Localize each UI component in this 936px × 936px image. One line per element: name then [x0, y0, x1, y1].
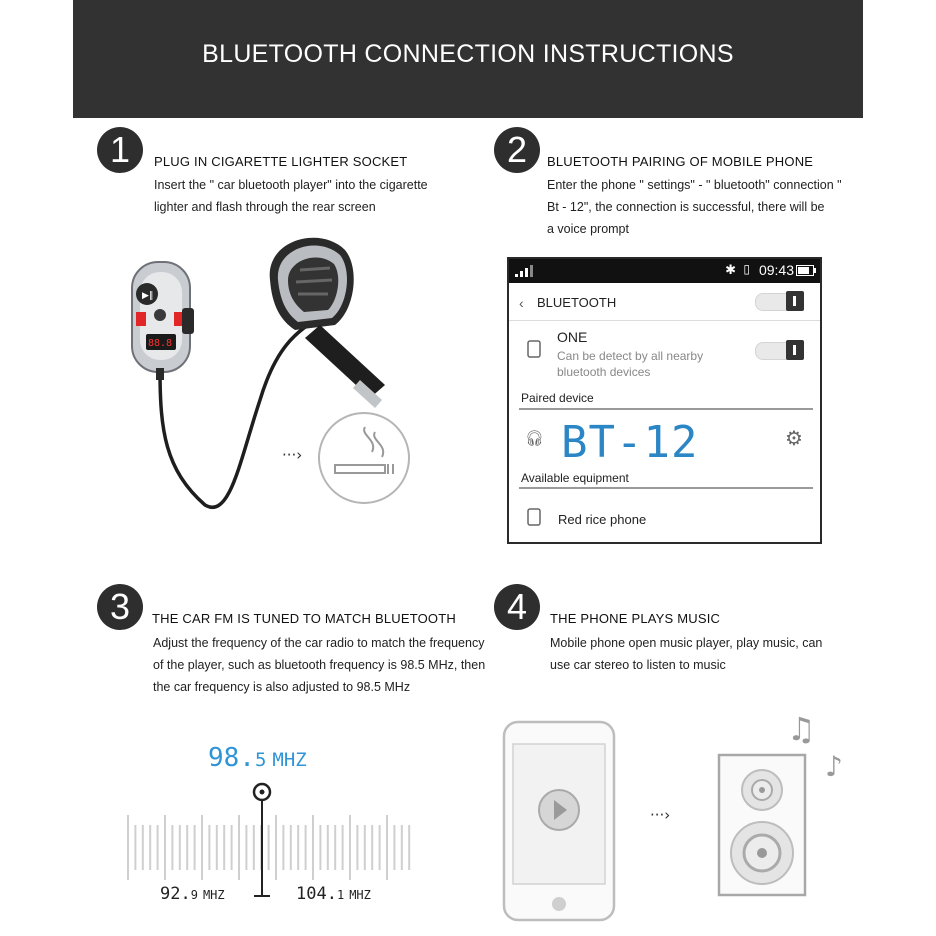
current-frequency-unit: MHZ	[272, 749, 307, 771]
headphones-icon: 🎧︎	[525, 430, 545, 447]
step-description-line: Insert the " car bluetooth player" into the cigarette	[154, 178, 428, 192]
step-description-line: a voice prompt	[547, 222, 629, 236]
step-description-line: Mobile phone open music player, play music, can	[550, 636, 823, 650]
left-frequency-integer: 92.	[160, 884, 191, 904]
step-title: PLUG IN CIGARETTE LIGHTER SOCKET	[154, 154, 408, 169]
led-display-text: 88.8	[148, 338, 173, 349]
svg-text:···›: ···›	[282, 446, 303, 464]
step-number-badge: 4	[494, 584, 540, 630]
step-description-line: Bt - 12", the connection is successful, there will be	[547, 200, 825, 214]
remote-controller	[132, 262, 194, 380]
left-frequency-decimal: 9	[190, 888, 198, 902]
device-visibility-line: Can be detect by all nearby	[557, 349, 704, 363]
battery-icon	[796, 265, 816, 276]
bluetooth-heading: BLUETOOTH	[537, 295, 617, 310]
step-title: THE PHONE PLAYS MUSIC	[550, 611, 721, 626]
step-description	[547, 174, 842, 240]
step-number-badge: 1	[97, 127, 143, 173]
current-frequency	[208, 743, 307, 773]
header-banner	[73, 0, 863, 118]
back-icon[interactable]: ‹	[519, 295, 524, 311]
step-number-badge: 2	[494, 127, 540, 173]
current-frequency-integer: 98.	[208, 743, 255, 773]
step-description-line: Adjust the frequency of the car radio to match the frequency	[153, 636, 485, 650]
svg-text:▶‖: ▶‖	[142, 291, 154, 301]
visibility-toggle[interactable]	[755, 342, 803, 360]
device-visibility-text	[557, 348, 703, 380]
page-title: BLUETOOTH CONNECTION INSTRUCTIONS	[202, 40, 734, 68]
step-description-line: lighter and flash through the rear screen	[154, 200, 376, 214]
speaker-icon	[719, 755, 805, 895]
paired-device-name[interactable]: BT-12	[561, 417, 699, 468]
phone-to-speaker-illustration	[495, 700, 865, 930]
step-description-line: the car frequency is also adjusted to 98.5 MHz	[153, 680, 411, 694]
music-phone-icon	[504, 722, 614, 920]
svg-text:···›: ···›	[650, 806, 671, 824]
paired-device-label: Paired device	[521, 391, 594, 405]
status-time: 09:43	[758, 262, 794, 278]
step-number-badge: 3	[97, 584, 143, 630]
step-title: THE CAR FM IS TUNED TO MATCH BLUETOOTH	[152, 611, 456, 626]
phone-status-icon: ▯	[743, 262, 750, 276]
divider	[519, 408, 813, 410]
signal-icon	[515, 265, 533, 277]
step-description-line: of the player, such as bluetooth frequency is 98.5 MHz, then	[153, 658, 486, 672]
step-description	[550, 632, 822, 676]
step-title: BLUETOOTH PAIRING OF MOBILE PHONE	[547, 154, 814, 169]
step-description	[153, 632, 485, 698]
phone-device-icon	[527, 508, 541, 526]
car-bluetooth-player-illustration	[120, 220, 420, 515]
right-frequency-decimal: 1	[336, 888, 345, 902]
right-frequency-integer: 104.	[296, 884, 337, 904]
current-frequency-decimal: 5	[254, 749, 267, 771]
right-frequency	[296, 884, 371, 904]
available-equipment-label: Available equipment	[521, 471, 629, 485]
device-name: ONE	[557, 329, 588, 345]
status-bar	[509, 259, 820, 283]
bluetooth-toggle[interactable]	[755, 293, 803, 311]
step-description-line: use car stereo to listen to music	[550, 658, 726, 672]
music-note-icon: ♪	[825, 750, 843, 783]
cigarette-lighter-socket-icon	[319, 413, 409, 503]
divider	[519, 487, 813, 489]
step-description-line: Enter the phone " settings" - " bluetooth" connection "	[547, 178, 842, 192]
music-note-icon: ♫	[787, 710, 816, 748]
right-frequency-unit: MHZ	[349, 888, 371, 902]
phone-bluetooth-screen	[507, 257, 822, 544]
left-frequency-unit: MHZ	[202, 888, 225, 902]
cigarette-plug	[270, 238, 385, 408]
divider	[509, 320, 820, 321]
available-device-name[interactable]: Red rice phone	[558, 512, 647, 527]
bluetooth-status-icon: ✱	[725, 262, 736, 277]
settings-gear-icon[interactable]: ⚙	[785, 428, 803, 450]
left-frequency	[160, 884, 225, 904]
device-visibility-line: bluetooth devices	[557, 365, 651, 379]
phone-device-icon	[527, 340, 541, 358]
step-description	[154, 174, 428, 218]
